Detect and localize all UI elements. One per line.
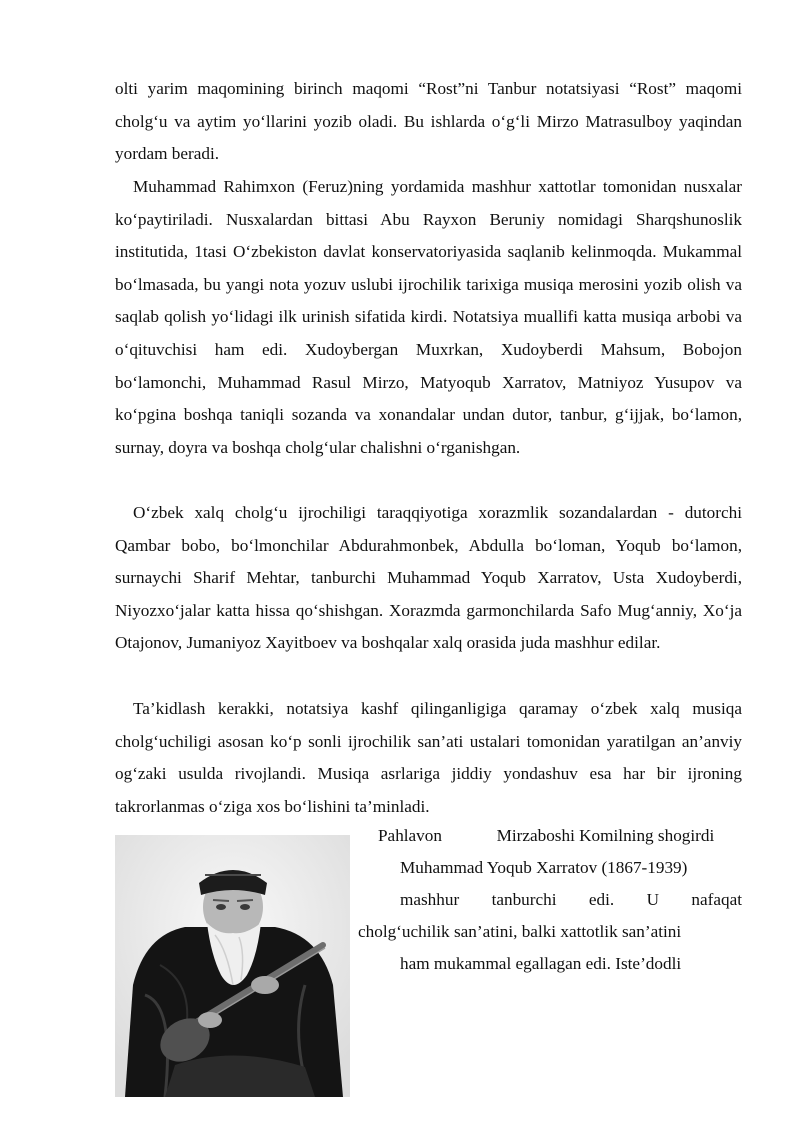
caption-line-1-text: Mirzaboshi Komilning shogirdi: [496, 826, 715, 845]
caption-word: nafaqat: [691, 890, 742, 909]
paragraph-3: O‘zbek xalq cholg‘u ijrochiligi taraqqiyotiga xorazmlik sozandalardan - dutorchi Qambar bobo, bo‘lmonchilar Abdurahmonbek, Abdulla bo‘loman, Yoqub bo‘lamon, surnaychi Sharif Mehtar, tanburchi Muhammad Yoqub Xarratov, Usta Xudoyberdi, Niyozxo‘jalar katta hissa qo‘shishgan. Xorazmda garmonchilarda Safo Mug‘anniy, Xo‘ja Otajonov, Jumaniyoz Xayitboev va boshqalar xalq orasida juda mashhur edilar.: [115, 503, 742, 653]
caption-line-4: cholg‘uchilik san’atini, balki xattotlik san’atini: [358, 922, 682, 941]
caption-word: edi.: [588, 890, 615, 909]
portrait-photo: [115, 835, 350, 1097]
caption-word: U: [646, 890, 660, 909]
caption-word: tanburchi: [491, 890, 557, 909]
caption-label: Pahlavon: [378, 826, 442, 845]
paragraph-2: Muhammad Rahimxon (Feruz)ning yordamida mashhur xattotlar tomonidan nusxalar ko‘paytiriladi. Nusxalardan bittasi Abu Rayxon Beruniy nomidagi Sharqshunoslik institutida, 1tasi O‘zbekiston davlat konservatoriyasida saqlanib kelinmoqda. Mukammal bo‘lmasada, bu yangi nota yozuv uslubi ijrochilik tarixiga musiqa merosini yozib olish va saqlab qolish yo‘lidagi ilk urinish sifatida kirdi. Notatsiya muallifi katta musiqa arbobi va o‘qituvchisi ham edi. Xudoybergan Muxrkan, Xudoyberdi Mahsum, Bobojon bo‘lamonchi, Muhammad Rasul Mirzo, Matyoqub Xarratov, Matniyoz Yusupov va ko‘pgina boshqa taniqli sozanda va xonandalar undan dutor, tanbur, g‘ijjak, bo‘lamon, surnay, doyra va boshqa cholg‘ular chalishni o‘rganishgan.: [115, 177, 742, 457]
paragraph-1: olti yarim maqomining birinch maqomi “Rost”ni Tanbur notatsiyasi “Rost” maqomi cholg‘u va aytim yo‘llarini yozib oladi. Bu ishlarda o‘g‘li Mirzo Matrasulboy yaqindan yordam beradi.: [115, 79, 742, 164]
caption-line-5: ham mukammal egallagan edi. Iste’dodli: [400, 954, 682, 973]
caption-line-3: [400, 884, 742, 917]
portrait-illustration: [115, 835, 350, 1097]
caption-line-1: [378, 820, 742, 853]
paragraph-4: Ta’kidlash kerakki, notatsiya kashf qilinganligiga qaramay o‘zbek xalq musiqa cholg‘uchiligi asosan ko‘p sonli ijrochilik san’ati ustalari tomonidan yaratilgan an’anviy og‘zaki usulda rivojlandi. Musiqa asrlariga jiddiy yondashuv esa har bir ijroning takrorlanmas o‘ziga xos bo‘lishini ta’minladi.: [115, 699, 742, 816]
caption-word: mashhur: [400, 890, 460, 909]
caption-line-2: Muhammad Yoqub Xarratov (1867-1939): [400, 858, 688, 877]
